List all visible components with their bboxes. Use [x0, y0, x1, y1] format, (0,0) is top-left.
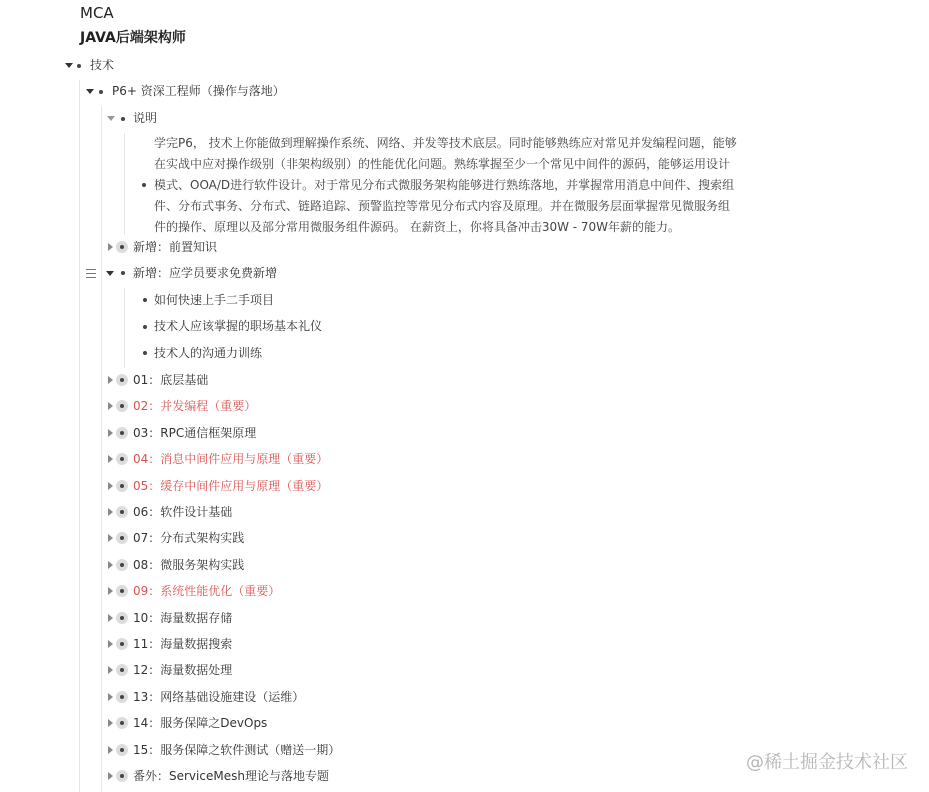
- module-item[interactable]: 01：底层基础: [133, 373, 209, 387]
- caret-down-icon[interactable]: [86, 89, 94, 94]
- caret-right-icon[interactable]: [108, 508, 113, 516]
- bullet-icon: [142, 183, 146, 187]
- module-item[interactable]: 02：并发编程（重要）: [133, 399, 257, 413]
- bullet-icon: [77, 64, 81, 68]
- module-item[interactable]: 10：海量数据存储: [133, 611, 233, 625]
- caret-right-icon[interactable]: [108, 402, 113, 410]
- collapsed-bullet-icon[interactable]: [116, 506, 128, 518]
- module-item[interactable]: 03：RPC通信框架原理: [133, 426, 257, 440]
- description-line: 在实战中应对操作级别（非架构级别）的性能优化问题。熟练掌握至少一个常见中间件的源码，能够运用设计: [154, 157, 731, 171]
- collapsed-bullet-icon[interactable]: [116, 691, 128, 703]
- module-item[interactable]: 11：海量数据搜索: [133, 637, 233, 651]
- drag-handle-icon[interactable]: [86, 269, 96, 278]
- bullet-icon: [121, 117, 125, 121]
- caret-right-icon[interactable]: [108, 772, 113, 780]
- node-p6[interactable]: P6+ 资深工程师（操作与落地）: [112, 84, 285, 98]
- list-item[interactable]: 技术人的沟通力训练: [154, 346, 263, 360]
- collapsed-bullet-icon[interactable]: [116, 453, 128, 465]
- list-item[interactable]: 如何快速上手二手项目: [154, 293, 275, 307]
- collapsed-bullet-icon[interactable]: [116, 400, 128, 412]
- caret-right-icon[interactable]: [108, 640, 113, 648]
- bullet-icon: [143, 325, 147, 329]
- collapsed-bullet-icon[interactable]: [116, 585, 128, 597]
- collapsed-bullet-icon[interactable]: [116, 638, 128, 650]
- description-text: [154, 133, 744, 238]
- caret-right-icon[interactable]: [108, 429, 113, 437]
- module-item[interactable]: 08：微服务架构实践: [133, 558, 245, 572]
- collapsed-bullet-icon[interactable]: [116, 744, 128, 756]
- module-item[interactable]: 14：服务保障之DevOps: [133, 716, 268, 730]
- caret-right-icon[interactable]: [108, 719, 113, 727]
- collapsed-bullet-icon[interactable]: [116, 374, 128, 386]
- collapsed-bullet-icon[interactable]: [116, 559, 128, 571]
- module-item[interactable]: 13：网络基础设施建设（运维）: [133, 690, 305, 704]
- node-prereq[interactable]: 新增：前置知识: [133, 240, 218, 254]
- caret-right-icon[interactable]: [108, 693, 113, 701]
- caret-right-icon[interactable]: [108, 561, 113, 569]
- caret-right-icon[interactable]: [108, 243, 113, 251]
- page-subtitle: JAVA后端架构师: [80, 30, 186, 46]
- module-item[interactable]: 06：软件设计基础: [133, 505, 233, 519]
- bullet-icon: [143, 351, 147, 355]
- description-line: 学完P6， 技术上你能做到理解操作系统、网络、并发等技术底层。同时能够熟练应对常见并发编程问题，能够: [154, 136, 737, 150]
- node-free[interactable]: 新增：应学员要求免费新增: [133, 266, 278, 280]
- node-desc[interactable]: 说明: [133, 111, 158, 125]
- module-item[interactable]: 番外：ServiceMesh理论与落地专题: [133, 769, 329, 783]
- collapsed-bullet-icon[interactable]: [116, 612, 128, 624]
- module-item[interactable]: 12：海量数据处理: [133, 663, 233, 677]
- caret-right-icon[interactable]: [108, 534, 113, 542]
- description-line: 件、分布式事务、分布式、链路追踪、预警监控等常见分布式内容及原理。并在微服务层面掌握常见微服务组: [154, 199, 731, 213]
- bullet-icon: [121, 271, 125, 275]
- collapsed-bullet-icon[interactable]: [116, 770, 128, 782]
- module-item[interactable]: 04：消息中间件应用与原理（重要）: [133, 452, 329, 466]
- watermark: @稀土掘金技术社区: [746, 752, 908, 773]
- list-item[interactable]: 技术人应该掌握的职场基本礼仪: [154, 319, 323, 333]
- caret-right-icon[interactable]: [108, 614, 113, 622]
- module-item[interactable]: 09：系统性能优化（重要）: [133, 584, 281, 598]
- description-line: 模式、OOA/D进行软件设计。对于常见分布式微服务架构能够进行熟练落地，并掌握常用消息中间件、搜索组: [154, 178, 735, 192]
- caret-right-icon[interactable]: [108, 376, 113, 384]
- bullet-icon: [99, 90, 103, 94]
- module-item[interactable]: 15：服务保障之软件测试（赠送一期）: [133, 743, 341, 757]
- caret-right-icon[interactable]: [108, 666, 113, 674]
- description-line: 件的操作、原理以及部分常用微服务组件源码。 在薪资上，你将具备冲击30W - 70W年薪的能力。: [154, 220, 681, 234]
- collapsed-bullet-icon[interactable]: [116, 717, 128, 729]
- caret-down-icon[interactable]: [65, 63, 73, 68]
- collapsed-bullet-icon[interactable]: [116, 480, 128, 492]
- caret-down-icon[interactable]: [106, 271, 114, 276]
- collapsed-bullet-icon[interactable]: [116, 241, 128, 253]
- bullet-icon: [143, 298, 147, 302]
- collapsed-bullet-icon[interactable]: [116, 532, 128, 544]
- page-title: MCA: [80, 4, 114, 22]
- caret-right-icon[interactable]: [108, 746, 113, 754]
- indent-guide: [124, 288, 125, 368]
- caret-right-icon[interactable]: [108, 482, 113, 490]
- node-tech[interactable]: 技术: [90, 58, 115, 72]
- indent-guide: [124, 133, 125, 235]
- module-item[interactable]: 07：分布式架构实践: [133, 531, 245, 545]
- caret-down-icon[interactable]: [107, 116, 115, 121]
- caret-right-icon[interactable]: [108, 587, 113, 595]
- collapsed-bullet-icon[interactable]: [116, 664, 128, 676]
- indent-guide: [79, 80, 80, 792]
- caret-right-icon[interactable]: [108, 455, 113, 463]
- collapsed-bullet-icon[interactable]: [116, 427, 128, 439]
- indent-guide: [101, 106, 102, 792]
- module-item[interactable]: 05：缓存中间件应用与原理（重要）: [133, 479, 329, 493]
